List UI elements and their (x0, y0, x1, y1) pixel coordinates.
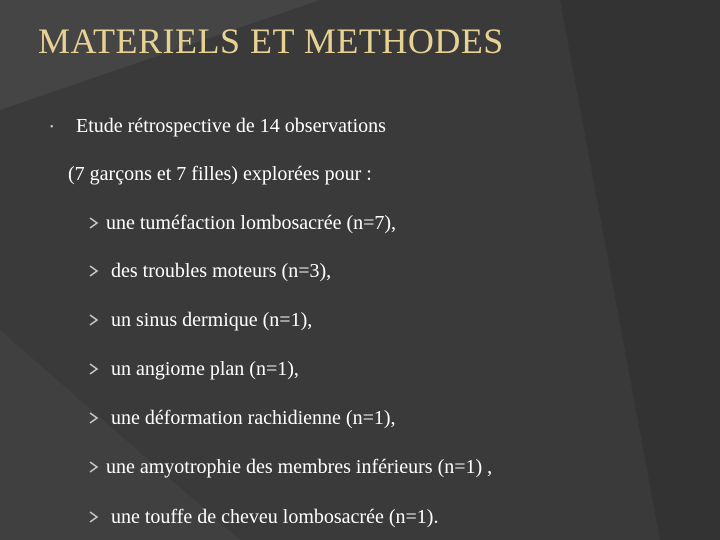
list-item-text: un sinus dermique (n=1), (106, 309, 313, 331)
list-item (86, 259, 331, 283)
arrow-icon (86, 313, 100, 327)
main-bullet-text: Etude rétrospective de 14 observations (76, 115, 386, 137)
arrow-icon (86, 510, 100, 524)
list-item-text: des troubles moteurs (n=3), (106, 260, 332, 282)
arrow-icon (86, 411, 100, 425)
list-item-text: une touffe de cheveu lombosacrée (n=1). (106, 506, 439, 528)
list-item (86, 406, 396, 430)
slide-title: MATERIELS ET METHODES (38, 21, 504, 61)
list-item (86, 505, 438, 529)
bullet-dot-icon: • (50, 122, 54, 133)
list-item-text: une tuméfaction lombosacrée (n=7), (106, 212, 397, 234)
list-item (86, 211, 396, 235)
arrow-icon (86, 362, 100, 376)
list-item (86, 455, 492, 479)
list-item-text: un angiome plan (n=1), (106, 358, 299, 380)
arrow-icon (86, 264, 100, 278)
main-bullet-continuation: (7 garçons et 7 filles) explorées pour : (68, 163, 372, 185)
list-item (86, 357, 299, 381)
list-item-text: une amyotrophie des membres inférieurs (n=1) , (106, 456, 493, 478)
list-item (86, 308, 312, 332)
arrow-icon (86, 460, 100, 474)
arrow-icon (86, 216, 100, 230)
list-item-text: une déformation rachidienne (n=1), (106, 407, 396, 429)
